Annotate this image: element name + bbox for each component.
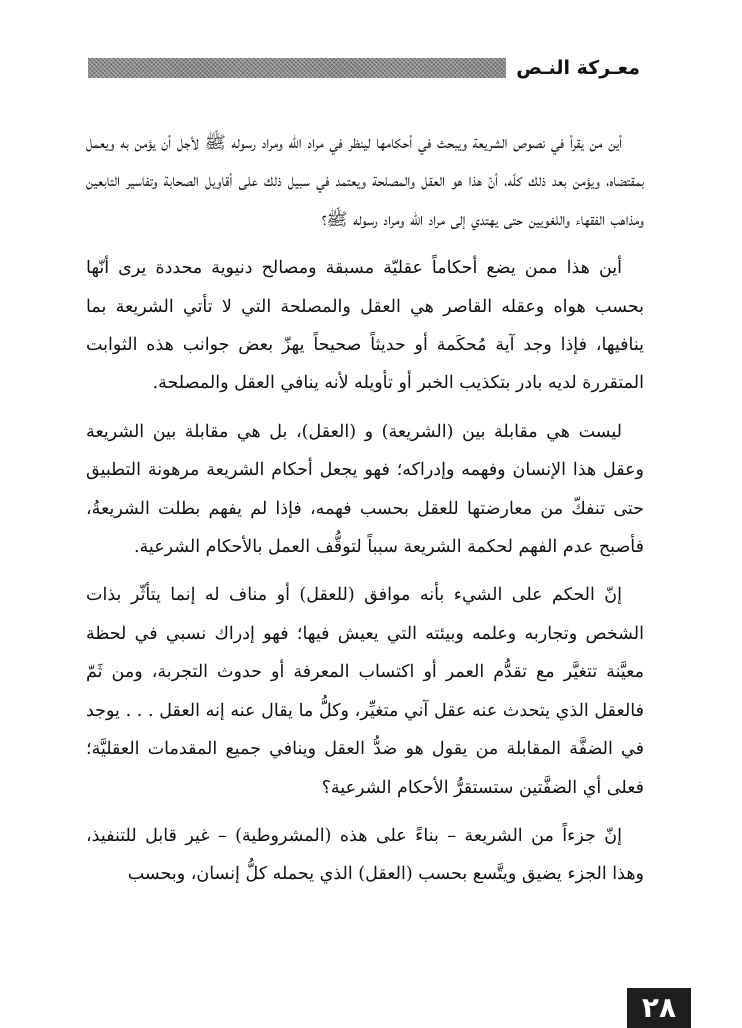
paragraph: إنّ الحكم على الشيء بأنه موافق (للعقل) أو مناف له إنما يتأثّر بذات الشخص وتجاربه وعلمه وبيئته التي يعيش فيها؛ فهو إدراك نسبي في لحظة معيَّنة تتغيَّر مع تقدُّم العمر أو اكتساب المعرفة أو حدوث التجربة، ومن ثَمّ فالعقل الذي يتحدث عنه عقل آني متغيِّر، وكلُّ ما يقال عنه إنه العقل . . . يوجد في الضفَّة المقابلة من يقول هو ضدُّ العقل وينافي جميع المقدمات العقليَّة؛ فعلى أي الضفَّتين ستستقرُّ الأحكام الشرعية؟ [86,585,644,798]
paragraph: أين من يقرأ في نصوص الشريعة ويبحث في أحكامها لينظر في مراد الله ومراد رسوله ﷺ لأجل أن يؤمن به ويعمل بمقتضاه، ويؤمن بعد ذلك كلّه، أنّ هذا هو العقل والمصلحة ويعتمد في سبيل ذلك على أقاويل الصحابة وتفاسير التابعين ومذاهب الفقهاء واللغويين حتى يهتدي إلى مراد الله ومراد رسوله ﷺ؟ [86,133,644,230]
paragraph: أين هذا ممن يضع أحكاماً عقليّة مسبقة ومصالح دنيوية محددة يرى أنّها بحسب هواه وعقله القاصر هي العقل والمصلحة التي لا تأتي الشريعة بما ينافيها، فإذا وجد آية مُحكَمة أو حديثاً صحيحاً يهزّ بعض جوانب هذه الثوابت المتقررة لديه بادر بتكذيب الخبر أو تأويله لأنه ينافي العقل والمصلحة. [86,258,644,394]
paragraph: إنّ جزءاً من الشريعة – بناءً على هذه (المشروطية) – غير قابل للتنفيذ، وهذا الجزء يضيق ويتَّسع بحسب (العقل) الذي يحمله كلُّ إنسان، وبحسب [86,825,644,885]
page-header [88,55,640,81]
body-text [86,124,644,904]
paragraph: ليست هي مقابلة بين (الشريعة) و (العقل)، بل هي مقابلة بين الشريعة وعقل هذا الإنسان وفهمه وإدراكه؛ فهو يجعل أحكام الشريعة مرهونة التطبيق حتى تنفكّ من معارضتها للعقل بحسب فهمه، فإذا لم يفهم بطلت الشريعةُ، فأصبح عدم الفهم لحكمة الشريعة سبباً لتوقُّف العمل بالأحكام الشرعية. [86,421,644,558]
running-title: معـركة النـص [516,57,640,79]
page-number: ٢٨ [627,988,691,1028]
header-decorative-bar [88,58,506,78]
